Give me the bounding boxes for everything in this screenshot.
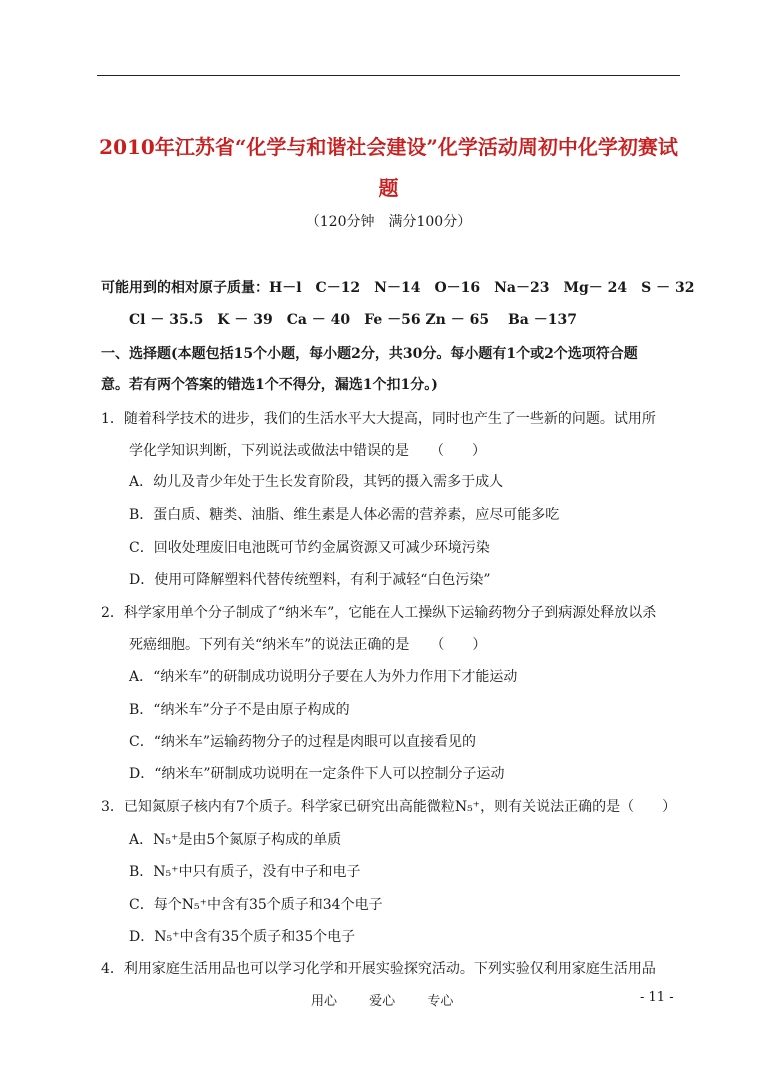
- question-2-line-2: 死癌细胞。下列有关“纳米车”的说法正确的是 （ ）: [129, 637, 487, 653]
- question-2-option-b: B．“纳米车”分子不是由原子构成的: [129, 702, 350, 718]
- question-3-option-a: A．N₅⁺是由5个氮原子构成的单质: [129, 832, 342, 848]
- question-2-option-d: D．“纳米车”研制成功说明在一定条件下人可以控制分子运动: [129, 766, 505, 782]
- question-1-line-1: 1．随着科学技术的进步，我们的生活水平大大提高，同时也产生了一些新的问题。试用所: [101, 411, 656, 427]
- atomic-mass-line-1: 可能用到的相对原子质量：H－l C－12 N－14 O－16 Na－23 Mg－ 24 S － 32: [101, 280, 695, 296]
- question-1-option-d: D．使用可降解塑料代替传统塑料，有利于减轻“白色污染”: [129, 572, 491, 588]
- exam-subtitle: （120分钟 满分100分）: [305, 214, 472, 230]
- question-1-option-b: B．蛋白质、糖类、油脂、维生素是人体必需的营养素，应尽可能多吃: [129, 507, 560, 523]
- footer-motto-3: 专心: [427, 994, 454, 1009]
- question-3-option-b: B．N₅⁺中只有质子，没有中子和电子: [129, 864, 361, 880]
- atomic-mass-line-2: Cl － 35.5 K － 39 Ca － 40 Fe －56 Zn － 65 Ba －137: [129, 312, 577, 328]
- exam-title-cont: 题: [378, 176, 399, 200]
- question-2-line-1: 2．科学家用单个分子制成了“纳米车”，它能在人工操纵下运输药物分子到病源处释放以杀: [101, 605, 657, 621]
- section-heading-2: 意。若有两个答案的错选1个不得分，漏选1个扣1分。): [101, 377, 438, 393]
- question-3-option-c: C．每个N₅⁺中含有35个质子和34个电子: [129, 897, 383, 913]
- question-3-option-d: D．N₅⁺中含有35个质子和35个电子: [129, 929, 356, 945]
- header-rule: [97, 75, 680, 76]
- question-2-option-c: C．“纳米车”运输药物分子的过程是肉眼可以直接看见的: [129, 734, 477, 750]
- footer-motto: [311, 990, 481, 1009]
- section-heading-1: 一、选择题(本题包括15个小题，每小题2分，共30分。每小题有1个或2个选项符合题: [101, 346, 638, 362]
- question-1-option-c: C．回收处理废旧电池既可节约金属资源又可减少环境污染: [129, 540, 490, 556]
- question-2-option-a: A．“纳米车”的研制成功说明分子要在人为外力作用下才能运动: [129, 669, 518, 685]
- question-1-option-a: A．幼儿及青少年处于生长发育阶段，其钙的摄入需多于成人: [129, 474, 504, 490]
- exam-title: 2010年江苏省“化学与和谐社会建设”化学活动周初中化学初赛试: [99, 135, 678, 159]
- footer-motto-2: 爱心: [369, 994, 396, 1009]
- page-number: - 11 -: [640, 990, 674, 1005]
- question-3-line-1: 3．已知氮原子核内有7个质子。科学家已研究出高能微粒N₅⁺，则有关说法正确的是（ ）: [101, 799, 677, 815]
- footer-motto-1: 用心: [311, 994, 338, 1009]
- question-4-line-1: 4．利用家庭生活用品也可以学习化学和开展实验探究活动。下列实验仅利用家庭生活用品: [101, 961, 656, 977]
- question-1-line-2: 学化学知识判断，下列说法或做法中错误的是 （ ）: [129, 443, 486, 459]
